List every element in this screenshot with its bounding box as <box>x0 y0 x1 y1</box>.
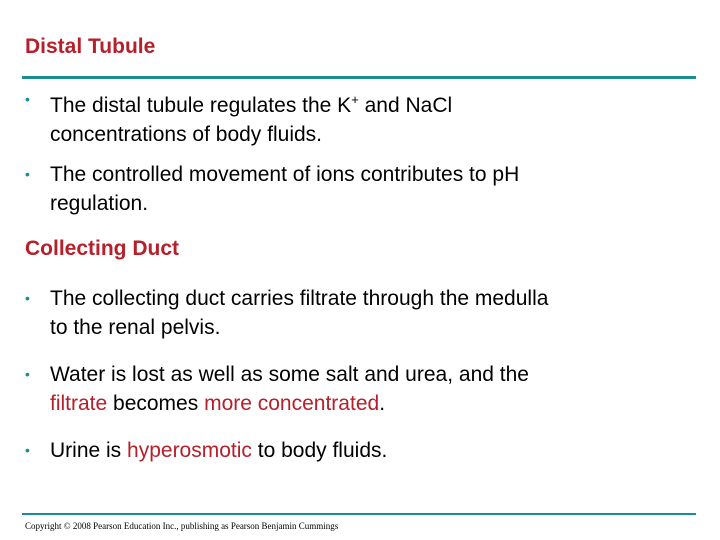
section-heading-collecting-duct: Collecting Duct <box>25 237 180 260</box>
bullet-line: The distal tubule regulates the K+ and NaCl <box>50 92 453 117</box>
bullet-line: Water is lost as well as some salt and urea, and the <box>50 363 529 386</box>
bullet-line: The controlled movement of ions contributes to pH <box>50 163 520 186</box>
bullet-line: to the renal pelvis. <box>50 316 221 339</box>
superscript-plus: + <box>351 92 359 107</box>
bullet-dot: • <box>25 91 30 107</box>
bullet-distal-regulation <box>25 85 452 149</box>
bullet-dot: • <box>25 366 30 382</box>
slide-title: Distal Tubule <box>25 35 156 58</box>
title-divider <box>22 76 696 79</box>
bullet-distal-ph <box>25 160 519 218</box>
footer-divider <box>22 513 696 515</box>
bullet-urine <box>25 436 387 465</box>
highlight-hyperosmotic: hyperosmotic <box>127 439 252 462</box>
bullet-collecting-water <box>25 360 529 418</box>
bullet-dot: • <box>25 290 30 306</box>
bullet-collecting-path <box>25 284 548 342</box>
bullet-line: Urine is hyperosmotic to body fluids. <box>50 439 388 462</box>
bullet-line: filtrate becomes more concentrated. <box>50 392 386 415</box>
bullet-dot: • <box>25 166 30 182</box>
bullet-line: regulation. <box>50 192 149 215</box>
bullet-line: concentrations of body fluids. <box>50 123 322 146</box>
highlight-more-concentrated: more concentrated <box>204 392 380 415</box>
copyright-footer: Copyright © 2008 Pearson Education Inc., publishing as Pearson Benjamin Cummings <box>25 521 339 531</box>
highlight-filtrate: filtrate <box>50 392 108 415</box>
bullet-line: The collecting duct carries filtrate through the medulla <box>50 287 549 310</box>
bullet-dot: • <box>25 442 30 458</box>
